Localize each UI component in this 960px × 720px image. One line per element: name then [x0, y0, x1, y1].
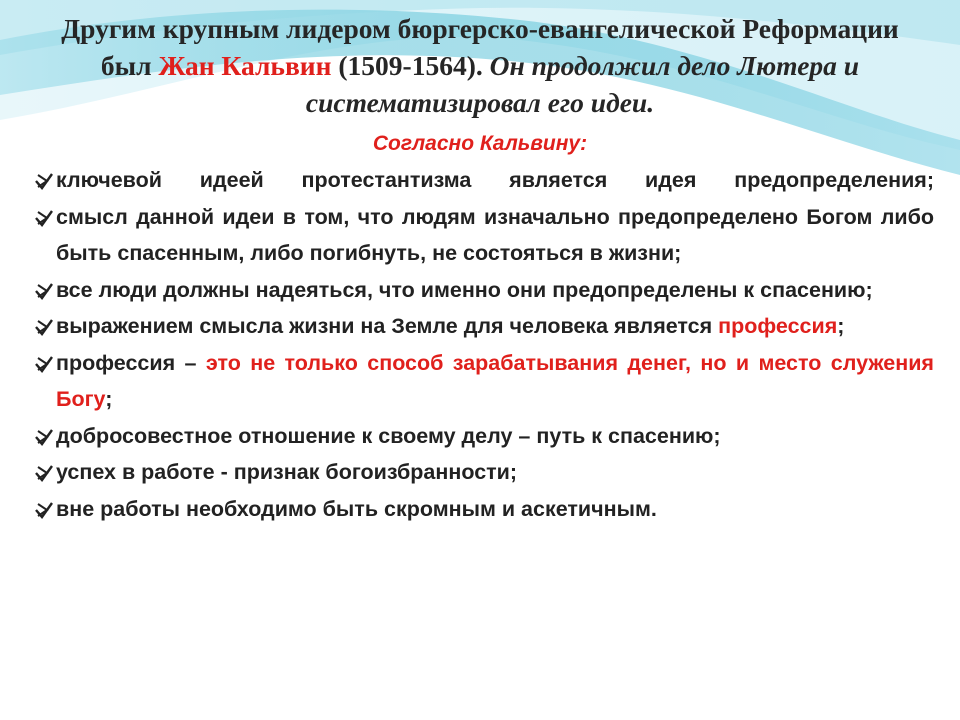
list-item: [34, 454, 934, 491]
title-part-1: Другим крупным лидером бюргерско-евангелической Реформации был: [61, 13, 899, 81]
list-item-text: успех в работе - признак богоизбранности;: [56, 460, 518, 484]
list-item: [34, 199, 934, 272]
slide-title: [40, 10, 920, 121]
list-item: [34, 345, 934, 418]
bullet-list: [34, 162, 934, 527]
arrow-check-bullet-icon: [34, 281, 54, 301]
arrow-check-bullet-icon: [34, 427, 54, 447]
list-item-tail: ;: [105, 387, 113, 411]
arrow-check-bullet-icon: [34, 500, 54, 520]
list-item: [34, 418, 934, 455]
list-item-text: вне работы необходимо быть скромным и аскетичным.: [56, 496, 657, 521]
list-item-tail: ;: [837, 314, 845, 338]
list-item-text: все люди должны надеяться, что именно они предопределены к спасению;: [56, 277, 873, 302]
list-item: [34, 491, 934, 528]
subtitle: Согласно Кальвину:: [372, 132, 588, 155]
title-part-3: Он продолжил дело Лютера и систематизировал его идеи.: [305, 50, 860, 118]
list-item-text: ключевой идеей протестантизма является идея предопределения;: [56, 168, 934, 192]
highlight-text: профессия: [718, 314, 838, 338]
arrow-check-bullet-icon: [34, 317, 54, 337]
title-name-calvin: Жан Кальвин: [158, 50, 332, 81]
arrow-check-bullet-icon: [34, 208, 54, 228]
arrow-check-bullet-icon: [34, 354, 54, 374]
list-item: [34, 308, 934, 345]
arrow-check-bullet-icon: [34, 171, 54, 191]
list-item-text: смысл данной идеи в том, что людям изначально предопределено Богом либо быть спасенным, либо погибнуть, не состояться в жизни;: [56, 204, 934, 265]
title-years: (1509-1564).: [331, 50, 490, 81]
list-item-text: профессия –: [56, 350, 206, 375]
list-item-text: выражением смысла жизни на Земле для человека является: [56, 314, 719, 338]
list-item: [34, 162, 934, 199]
highlight-text: это не только способ зарабатывания денег, но и место служения Богу: [56, 350, 934, 411]
arrow-check-bullet-icon: [34, 463, 54, 483]
list-item-text: добросовестное отношение к своему делу – путь к спасению;: [56, 423, 721, 448]
list-item: [34, 272, 934, 309]
